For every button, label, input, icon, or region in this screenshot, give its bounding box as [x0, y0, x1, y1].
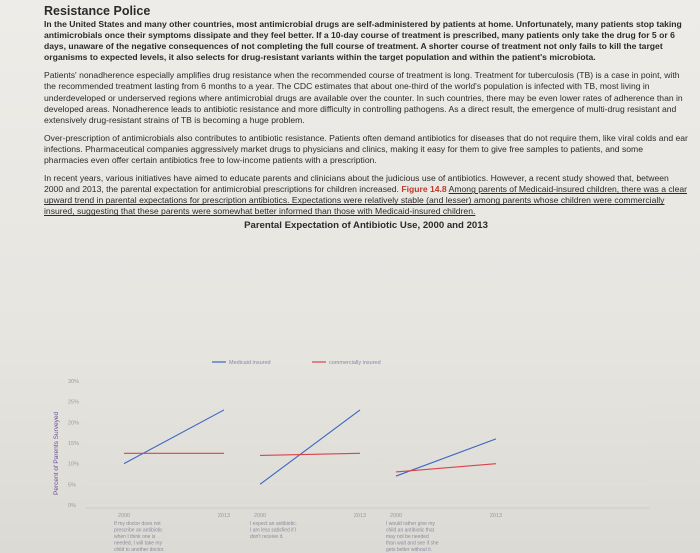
x-tick-label: 2000 — [117, 513, 131, 519]
page-content — [44, 4, 688, 231]
panel-2-caption-line: don't receive it. — [250, 534, 284, 540]
paragraph-4-underlined-text: Among parents of Medicaid-insured children, there was a clear upward trend in parental expectations for prescription antibiotics. Expectations were relatively stable (and lesser) among parents whose children were commercially insured, suggesting that these parents were somewhat better informed than those with Medicaid-insured children. — [44, 184, 687, 217]
panel-3-caption-line: than wait and see if she — [386, 540, 439, 547]
y-tick-label: 20% — [68, 420, 80, 427]
paragraph-2: Patients' nonadherence especially amplifies drug resistance when the recommended course of treatment is long. Treatment for tuberculosis (TB) is a case in point, with the recommended treatment lasting from 6 months to a year. The CDC estimates that about one-third of the world's population is infected with TB, most living in underdeveloped or underserved regions where antimicrobial drugs are available over the counter. In such countries, there may be even lower rates of adherence than in developed areas. Nonadherence leads to antibiotic resistance and more difficulty in controlling pathogens. As a direct result, the emergence of multi-drug resistant and extensively drug-resistant strains of TB is becoming a huge problem. — [44, 70, 683, 125]
paragraph-4-text: In recent years, various initiatives have aimed to educate parents and clinicians about the judicious use of antibiotics. However, a recent study showed that, between 2000 and 2013, the parental expectation for antimicrobial prescriptions for children increased. — [44, 173, 669, 195]
legend-label-1: commercially insured — [329, 360, 381, 366]
panel-2-caption-line: I expect an antibiotic. — [250, 521, 297, 527]
y-tick-label: 10% — [68, 461, 80, 468]
panel-1-caption-line: when I think one is — [114, 534, 156, 540]
panel-1-caption-line: child to another doctor. — [114, 547, 165, 553]
chart-title: Parental Expectation of Antibiotic Use, 2000 and 2013 — [244, 219, 488, 231]
x-tick-label: 2013 — [489, 513, 503, 519]
series-line-commercial-panel-2 — [260, 453, 360, 455]
y-axis-label: Percent of Parents Surveyed — [53, 411, 60, 495]
panel-2-caption-line: I am less satisfied if I — [250, 527, 297, 534]
y-tick-label: 0% — [68, 503, 76, 509]
x-tick-label: 2013 — [217, 513, 231, 519]
legend-label-0: Medicaid insured — [229, 360, 271, 366]
figure-reference-link[interactable]: Figure 14.8 — [401, 184, 447, 195]
x-tick-label: 2000 — [389, 513, 403, 519]
x-tick-label: 2000 — [253, 513, 267, 519]
panel-1-caption-line: prescribe an antibiotic — [114, 527, 163, 534]
panel-1-caption-line: If my doctor does not — [114, 521, 161, 527]
paragraph-1: In the United States and many other countries, most antimicrobial drugs are self-administered by patients at home. Unfortunately, many patients stop taking antimicrobials once their symptoms dissipate and they feel better. If a 10-day course of treatment is prescribed, many patients only take the drug for 5 or 6 days, unaware of the negative consequences of not completing the full course of treatment. A shorter course of treatment not only fails to kill the target organisms to expected levels, it also selects for drug-resistant variants within the target population and within the patient's microbiota. — [44, 19, 682, 63]
paragraph-3: Over-prescription of antimicrobials also contributes to antibiotic resistance. Patients often demand antibiotics for diseases that do not require them, like viral colds and ear infections. Pharmaceutical companies aggressively market drugs to physicians and clinics, making it easy for them to give free samples to patients, and some pharmacies even offer certain antibiotics free to low-income patients with a prescription. — [44, 132, 688, 166]
panel-3-caption-line: gets better without it. — [386, 547, 433, 553]
paragraph-4 — [44, 173, 688, 217]
y-tick-label: 25% — [68, 399, 80, 406]
series-line-commercial-panel-3 — [396, 464, 496, 472]
y-tick-label: 5% — [68, 482, 76, 489]
panel-3-caption-line: I would rather give my — [386, 521, 435, 527]
panel-1-caption-line: needed, I will take my — [114, 540, 163, 547]
y-tick-label: 15% — [68, 441, 80, 447]
y-tick-label: 30% — [68, 379, 80, 385]
x-tick-label: 2013 — [353, 513, 367, 519]
panel-3-caption-line: child an antibiotic that — [386, 527, 435, 534]
section-title: Resistance Police — [44, 4, 151, 18]
series-line-medicaid-panel-2 — [260, 410, 360, 484]
line-chart — [44, 353, 654, 553]
series-line-medicaid-panel-1 — [124, 410, 224, 464]
panel-3-caption-line: may not be needed — [386, 534, 429, 540]
